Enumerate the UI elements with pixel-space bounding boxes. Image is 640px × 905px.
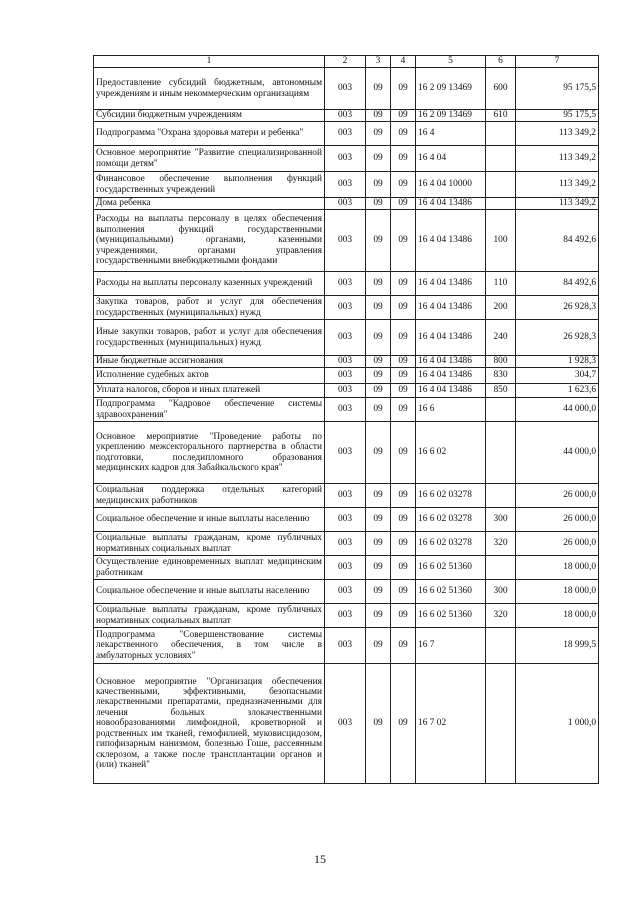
row-code-cell: 003 [325,320,366,356]
row-expense-type-cell [486,146,516,172]
row-name-cell: Подпрограмма "Совершенствование системы лекарственного обеспечения, в том числе в амбулаторных условиях" [94,628,325,664]
row-subsection-cell: 09 [391,384,416,398]
row-section-cell: 09 [366,532,391,556]
row-code-cell: 003 [325,604,366,628]
row-target-article-cell: 16 6 02 [416,422,486,484]
row-name-cell: Социальные выплаты гражданам, кроме публичных нормативных социальных выплат [94,532,325,556]
row-subsection-cell: 09 [391,272,416,296]
table-row [94,532,599,556]
row-code-cell: 003 [325,532,366,556]
row-subsection-cell: 09 [391,422,416,484]
row-section-cell: 09 [366,272,391,296]
row-target-article-cell: 16 4 [416,122,486,146]
row-amount-cell: 113 349,2 [516,172,599,198]
row-amount-cell: 26 928,3 [516,320,599,356]
table-row [94,110,599,122]
row-code-cell: 003 [325,122,366,146]
row-expense-type-cell: 100 [486,210,516,272]
budget-table-page [93,55,598,784]
row-target-article-cell: 16 4 04 13486 [416,296,486,320]
table-row [94,398,599,422]
row-code-cell: 003 [325,398,366,422]
table-row [94,664,599,784]
row-code-cell: 003 [325,664,366,784]
row-name-cell: Иные закупки товаров, работ и услуг для обеспечения государственных (муниципальных) нужд [94,320,325,356]
table-row [94,122,599,146]
table-row [94,580,599,604]
row-subsection-cell: 09 [391,664,416,784]
row-target-article-cell: 16 7 02 [416,664,486,784]
table-row [94,484,599,508]
row-amount-cell: 113 349,2 [516,146,599,172]
table-row [94,198,599,210]
row-target-article-cell: 16 4 04 13486 [416,198,486,210]
row-subsection-cell: 09 [391,320,416,356]
row-target-article-cell: 16 4 04 13486 [416,320,486,356]
row-section-cell: 09 [366,122,391,146]
row-section-cell: 09 [366,356,391,368]
row-name-cell: Предоставление субсидий бюджетным, автономным учреждениям и иным некоммерческим организациям [94,68,325,110]
row-expense-type-cell [486,422,516,484]
row-expense-type-cell [486,398,516,422]
row-section-cell: 09 [366,146,391,172]
row-code-cell: 003 [325,272,366,296]
row-name-cell: Подпрограмма "Охрана здоровья матери и ребенка" [94,122,325,146]
row-target-article-cell: 16 6 02 51360 [416,580,486,604]
row-target-article-cell: 16 6 02 51360 [416,604,486,628]
row-name-cell: Иные бюджетные ассигнования [94,356,325,368]
row-expense-type-cell [486,556,516,580]
row-subsection-cell: 09 [391,604,416,628]
row-amount-cell: 18 999,5 [516,628,599,664]
row-section-cell: 09 [366,664,391,784]
row-amount-cell: 26 928,3 [516,296,599,320]
row-target-article-cell: 16 6 02 03278 [416,484,486,508]
row-target-article-cell: 16 6 [416,398,486,422]
row-expense-type-cell [486,198,516,210]
row-target-article-cell: 16 4 04 13486 [416,368,486,384]
row-expense-type-cell: 830 [486,368,516,384]
row-amount-cell: 304,7 [516,368,599,384]
column-header: 2 [325,56,366,68]
row-amount-cell: 113 349,2 [516,198,599,210]
row-target-article-cell: 16 6 02 03278 [416,508,486,532]
row-subsection-cell: 09 [391,484,416,508]
row-name-cell: Расходы на выплаты персоналу казенных учреждений [94,272,325,296]
row-section-cell: 09 [366,398,391,422]
row-amount-cell: 26 000,0 [516,508,599,532]
row-expense-type-cell: 850 [486,384,516,398]
row-name-cell: Социальное обеспечение и иные выплаты населению [94,508,325,532]
row-expense-type-cell: 800 [486,356,516,368]
table-row [94,320,599,356]
row-code-cell: 003 [325,484,366,508]
row-target-article-cell: 16 2 09 13469 [416,110,486,122]
row-amount-cell: 18 000,0 [516,580,599,604]
table-row [94,368,599,384]
row-expense-type-cell: 300 [486,580,516,604]
table-row [94,628,599,664]
row-section-cell: 09 [366,508,391,532]
row-subsection-cell: 09 [391,398,416,422]
row-section-cell: 09 [366,172,391,198]
row-section-cell: 09 [366,422,391,484]
row-name-cell: Финансовое обеспечение выполнения функций государственных учреждений [94,172,325,198]
row-subsection-cell: 09 [391,508,416,532]
column-header: 5 [416,56,486,68]
row-code-cell: 003 [325,384,366,398]
row-target-article-cell: 16 4 04 13486 [416,356,486,368]
row-section-cell: 09 [366,110,391,122]
row-expense-type-cell [486,172,516,198]
row-target-article-cell: 16 4 04 10000 [416,172,486,198]
row-subsection-cell: 09 [391,532,416,556]
row-subsection-cell: 09 [391,122,416,146]
row-amount-cell: 44 000,0 [516,422,599,484]
row-name-cell: Закупка товаров, работ и услуг для обеспечения государственных (муниципальных) нужд [94,296,325,320]
table-row [94,384,599,398]
table-row [94,146,599,172]
row-expense-type-cell [486,484,516,508]
row-name-cell: Подпрограмма "Кадровое обеспечение системы здравоохранения" [94,398,325,422]
row-section-cell: 09 [366,320,391,356]
row-name-cell: Осуществление единовременных выплат медицинским работникам [94,556,325,580]
row-code-cell: 003 [325,110,366,122]
row-name-cell: Основное мероприятие "Развитие специализированной помощи детям" [94,146,325,172]
row-target-article-cell: 16 6 02 03278 [416,532,486,556]
row-code-cell: 003 [325,368,366,384]
row-target-article-cell: 16 4 04 13486 [416,210,486,272]
row-expense-type-cell: 300 [486,508,516,532]
column-header: 7 [516,56,599,68]
row-section-cell: 09 [366,384,391,398]
row-expense-type-cell: 610 [486,110,516,122]
row-subsection-cell: 09 [391,198,416,210]
row-section-cell: 09 [366,368,391,384]
row-target-article-cell: 16 4 04 13486 [416,384,486,398]
row-name-cell: Уплата налогов, сборов и иных платежей [94,384,325,398]
row-target-article-cell: 16 6 02 51360 [416,556,486,580]
row-target-article-cell: 16 4 04 13486 [416,272,486,296]
row-subsection-cell: 09 [391,68,416,110]
column-header: 3 [366,56,391,68]
row-subsection-cell: 09 [391,628,416,664]
row-name-cell: Расходы на выплаты персоналу в целях обеспечения выполнения функций государственными (муниципальными) органами, казенными учреждениями, органами управления государственными внебюджетными фондами [94,210,325,272]
row-code-cell: 003 [325,172,366,198]
row-amount-cell: 95 175,5 [516,68,599,110]
row-code-cell: 003 [325,356,366,368]
row-expense-type-cell: 200 [486,296,516,320]
row-code-cell: 003 [325,508,366,532]
row-expense-type-cell [486,122,516,146]
table-row [94,68,599,110]
row-section-cell: 09 [366,68,391,110]
row-code-cell: 003 [325,580,366,604]
table-row [94,422,599,484]
table-row [94,356,599,368]
row-amount-cell: 18 000,0 [516,556,599,580]
row-subsection-cell: 09 [391,296,416,320]
row-name-cell: Основное мероприятие "Организация обеспечения качественными, эффективными, безопасными лекарственными препаратами, предназначенными для лечения больных злокачественными новообразованиями лимфоидной, кроветворной и родственных им тканей, гемофилией, муковисцидозом, гипофизарным нанизмом, болезнью Гоше, рассеянным склерозом, а также после трансплантации органов и (или) тканей" [94,664,325,784]
column-header: 4 [391,56,416,68]
row-section-cell: 09 [366,296,391,320]
row-amount-cell: 26 000,0 [516,532,599,556]
row-expense-type-cell: 320 [486,532,516,556]
row-subsection-cell: 09 [391,146,416,172]
row-code-cell: 003 [325,556,366,580]
row-name-cell: Исполнение судебных актов [94,368,325,384]
row-code-cell: 003 [325,422,366,484]
row-code-cell: 003 [325,146,366,172]
column-header: 1 [94,56,325,68]
table-row [94,556,599,580]
row-code-cell: 003 [325,296,366,320]
row-expense-type-cell: 320 [486,604,516,628]
row-subsection-cell: 09 [391,356,416,368]
row-section-cell: 09 [366,556,391,580]
row-code-cell: 003 [325,210,366,272]
row-code-cell: 003 [325,628,366,664]
row-section-cell: 09 [366,210,391,272]
row-target-article-cell: 16 7 [416,628,486,664]
row-code-cell: 003 [325,198,366,210]
row-name-cell: Дома ребенка [94,198,325,210]
table-row [94,508,599,532]
row-name-cell: Социальные выплаты гражданам, кроме публичных нормативных социальных выплат [94,604,325,628]
row-section-cell: 09 [366,198,391,210]
row-section-cell: 09 [366,604,391,628]
table-row [94,296,599,320]
column-header: 6 [486,56,516,68]
row-expense-type-cell [486,664,516,784]
row-section-cell: 09 [366,580,391,604]
page-number: 15 [314,852,326,866]
row-expense-type-cell: 110 [486,272,516,296]
row-amount-cell: 18 000,0 [516,604,599,628]
row-subsection-cell: 09 [391,172,416,198]
row-subsection-cell: 09 [391,110,416,122]
row-amount-cell: 1 928,3 [516,356,599,368]
row-target-article-cell: 16 2 09 13469 [416,68,486,110]
row-name-cell: Социальное обеспечение и иные выплаты населению [94,580,325,604]
row-amount-cell: 84 492,6 [516,210,599,272]
row-amount-cell: 84 492,6 [516,272,599,296]
table-row [94,604,599,628]
budget-table [93,55,599,784]
row-name-cell: Социальная поддержка отдельных категорий медицинских работников [94,484,325,508]
row-subsection-cell: 09 [391,210,416,272]
row-expense-type-cell: 240 [486,320,516,356]
table-row [94,272,599,296]
row-section-cell: 09 [366,628,391,664]
row-expense-type-cell: 600 [486,68,516,110]
table-row [94,172,599,198]
row-amount-cell: 113 349,2 [516,122,599,146]
row-amount-cell: 95 175,5 [516,110,599,122]
table-row [94,210,599,272]
row-amount-cell: 1 623,6 [516,384,599,398]
row-name-cell: Основное мероприятие "Проведение работы по укреплению межсекторального партнерства в области подготовки, последипломного образования медицинских кадров для Забайкальского края" [94,422,325,484]
row-subsection-cell: 09 [391,580,416,604]
row-code-cell: 003 [325,68,366,110]
row-section-cell: 09 [366,484,391,508]
row-amount-cell: 1 000,0 [516,664,599,784]
row-amount-cell: 44 000,0 [516,398,599,422]
row-amount-cell: 26 000,0 [516,484,599,508]
row-subsection-cell: 09 [391,556,416,580]
table-header-row [94,56,599,68]
row-expense-type-cell [486,628,516,664]
row-subsection-cell: 09 [391,368,416,384]
row-name-cell: Субсидии бюджетным учреждениям [94,110,325,122]
row-target-article-cell: 16 4 04 [416,146,486,172]
